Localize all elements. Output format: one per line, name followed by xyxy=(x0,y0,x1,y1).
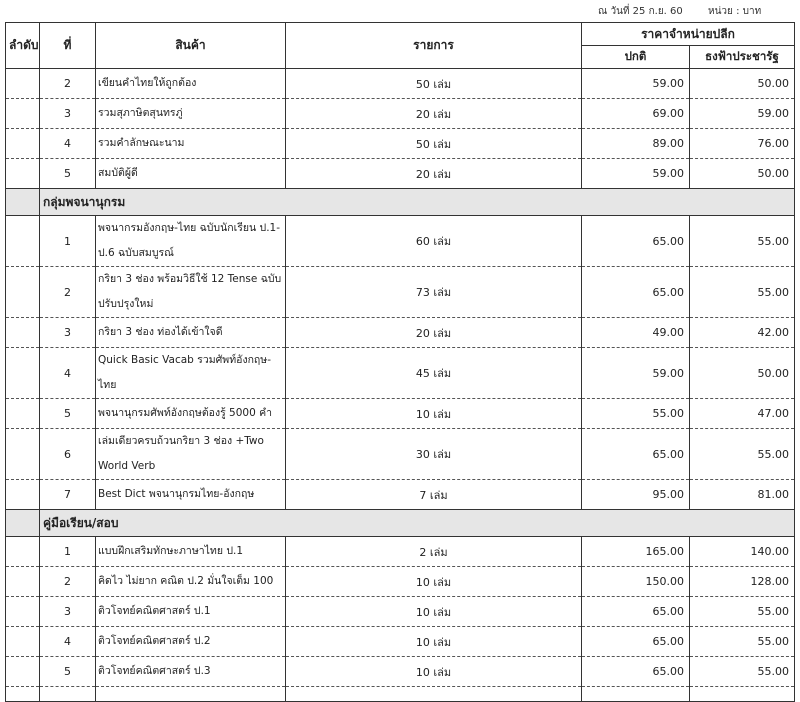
product-name: สมบัติผู้ดี xyxy=(96,159,286,189)
price-normal: 150.00 xyxy=(582,567,690,597)
price-normal: 65.00 xyxy=(582,627,690,657)
row-no: 4 xyxy=(40,348,96,399)
row-items: 10 เล่ม xyxy=(286,627,582,657)
col-thongfa-header: ธงฟ้าประชารัฐ xyxy=(690,46,795,69)
row-items: 50 เล่ม xyxy=(286,129,582,159)
table-row xyxy=(6,567,795,597)
order-cell xyxy=(6,537,40,567)
product-name: เขียนคำไทยให้ถูกต้อง xyxy=(96,69,286,99)
price-thongfa: 42.00 xyxy=(690,318,795,348)
row-items: 10 เล่ม xyxy=(286,399,582,429)
row-items: 73 เล่ม xyxy=(286,267,582,318)
report-date: ณ วันที่ 25 ก.ย. 60 xyxy=(598,6,683,17)
row-items: 10 เล่ม xyxy=(286,567,582,597)
row-no: 3 xyxy=(40,597,96,627)
table-row xyxy=(6,267,795,318)
price-normal: 65.00 xyxy=(582,216,690,267)
table-row xyxy=(6,69,795,99)
order-cell xyxy=(6,429,40,480)
col-product-header: สินค้า xyxy=(96,23,286,69)
product-name: รวมคำลักษณะนาม xyxy=(96,129,286,159)
product-name: แบบฝึกเสริมทักษะภาษาไทย ป.1 xyxy=(96,537,286,567)
row-items: 60 เล่ม xyxy=(286,216,582,267)
blank-cell xyxy=(582,687,690,702)
row-items: 10 เล่ม xyxy=(286,597,582,627)
product-name: พจนานุกรมศัพท์อังกฤษต้องรู้ 5000 คำ xyxy=(96,399,286,429)
price-thongfa: 55.00 xyxy=(690,429,795,480)
row-no: 4 xyxy=(40,129,96,159)
row-items: 10 เล่ม xyxy=(286,657,582,687)
price-normal: 59.00 xyxy=(582,69,690,99)
price-thongfa: 59.00 xyxy=(690,99,795,129)
col-no-header: ที่ xyxy=(40,23,96,69)
table-row xyxy=(6,627,795,657)
row-items: 50 เล่ม xyxy=(286,69,582,99)
price-normal: 59.00 xyxy=(582,159,690,189)
blank-cell xyxy=(690,687,795,702)
section-order-cell xyxy=(6,510,40,537)
row-items: 20 เล่ม xyxy=(286,159,582,189)
order-cell xyxy=(6,318,40,348)
table-row xyxy=(6,318,795,348)
table-row xyxy=(6,429,795,480)
blank-row xyxy=(6,687,795,702)
table-body xyxy=(6,69,795,702)
price-normal: 55.00 xyxy=(582,399,690,429)
product-name: รวมสุภาษิตสุนทรภู่ xyxy=(96,99,286,129)
price-thongfa: 50.00 xyxy=(690,348,795,399)
price-thongfa: 55.00 xyxy=(690,597,795,627)
order-cell xyxy=(6,159,40,189)
order-cell xyxy=(6,267,40,318)
row-no: 2 xyxy=(40,567,96,597)
price-thongfa: 81.00 xyxy=(690,480,795,510)
section-order-cell xyxy=(6,189,40,216)
price-thongfa: 55.00 xyxy=(690,216,795,267)
order-cell xyxy=(6,567,40,597)
product-name: เล่มเดียวครบถ้วนกริยา 3 ช่อง +Two World Verb xyxy=(96,429,286,480)
order-cell xyxy=(6,627,40,657)
section-title: กลุ่มพจนานุกรม xyxy=(40,189,795,216)
table-row xyxy=(6,348,795,399)
price-thongfa: 55.00 xyxy=(690,657,795,687)
row-items: 20 เล่ม xyxy=(286,318,582,348)
price-thongfa: 140.00 xyxy=(690,537,795,567)
row-items: 45 เล่ม xyxy=(286,348,582,399)
price-normal: 165.00 xyxy=(582,537,690,567)
price-normal: 89.00 xyxy=(582,129,690,159)
order-cell xyxy=(6,657,40,687)
table-row xyxy=(6,216,795,267)
section-title: คู่มือเรียน/สอบ xyxy=(40,510,795,537)
col-normal-header: ปกติ xyxy=(582,46,690,69)
row-no: 2 xyxy=(40,267,96,318)
price-thongfa: 76.00 xyxy=(690,129,795,159)
product-name: Quick Basic Vacab รวมศัพท์อังกฤษ-ไทย xyxy=(96,348,286,399)
blank-cell xyxy=(286,687,582,702)
price-thongfa: 128.00 xyxy=(690,567,795,597)
product-name: ติวโจทย์คณิตศาสตร์ ป.1 xyxy=(96,597,286,627)
price-thongfa: 47.00 xyxy=(690,399,795,429)
price-normal: 65.00 xyxy=(582,429,690,480)
order-cell xyxy=(6,129,40,159)
table-row xyxy=(6,159,795,189)
row-no: 1 xyxy=(40,216,96,267)
product-name: กริยา 3 ช่อง ท่องได้เข้าใจดี xyxy=(96,318,286,348)
row-no: 5 xyxy=(40,159,96,189)
price-thongfa: 55.00 xyxy=(690,627,795,657)
header-info xyxy=(0,0,800,22)
price-normal: 65.00 xyxy=(582,597,690,627)
table-row xyxy=(6,399,795,429)
section-header-row xyxy=(6,189,795,216)
table-row xyxy=(6,657,795,687)
row-items: 30 เล่ม xyxy=(286,429,582,480)
row-no: 1 xyxy=(40,537,96,567)
row-no: 2 xyxy=(40,69,96,99)
blank-cell xyxy=(40,687,96,702)
row-items: 7 เล่ม xyxy=(286,480,582,510)
price-normal: 59.00 xyxy=(582,348,690,399)
product-name: กริยา 3 ช่อง พร้อมวิธีใช้ 12 Tense ฉบับปรับปรุงใหม่ xyxy=(96,267,286,318)
price-normal: 65.00 xyxy=(582,267,690,318)
price-thongfa: 50.00 xyxy=(690,69,795,99)
order-cell xyxy=(6,216,40,267)
order-cell xyxy=(6,480,40,510)
row-no: 7 xyxy=(40,480,96,510)
col-retail-price-header: ราคาจำหน่ายปลีก xyxy=(582,23,795,46)
order-cell xyxy=(6,597,40,627)
table-row xyxy=(6,537,795,567)
order-cell xyxy=(6,348,40,399)
row-no: 3 xyxy=(40,99,96,129)
col-items-header: รายการ xyxy=(286,23,582,69)
row-no: 5 xyxy=(40,399,96,429)
price-normal: 65.00 xyxy=(582,657,690,687)
order-cell xyxy=(6,399,40,429)
product-name: คิดไว ไม่ยาก คณิต ป.2 มั่นใจเต็ม 100 xyxy=(96,567,286,597)
row-items: 20 เล่ม xyxy=(286,99,582,129)
blank-cell xyxy=(96,687,286,702)
product-name: Best Dict พจนานุกรมไทย-อังกฤษ xyxy=(96,480,286,510)
price-thongfa: 50.00 xyxy=(690,159,795,189)
product-name: ติวโจทย์คณิตศาสตร์ ป.2 xyxy=(96,627,286,657)
price-thongfa: 55.00 xyxy=(690,267,795,318)
price-normal: 49.00 xyxy=(582,318,690,348)
product-name: ติวโจทย์คณิตศาสตร์ ป.3 xyxy=(96,657,286,687)
row-no: 6 xyxy=(40,429,96,480)
section-header-row xyxy=(6,510,795,537)
row-items: 2 เล่ม xyxy=(286,537,582,567)
row-no: 3 xyxy=(40,318,96,348)
product-name: พจนากรมอังกฤษ-ไทย ฉบับนักเรียน ป.1-ป.6 ฉบับสมบูรณ์ xyxy=(96,216,286,267)
row-no: 5 xyxy=(40,657,96,687)
order-cell xyxy=(6,99,40,129)
table-row xyxy=(6,480,795,510)
price-normal: 95.00 xyxy=(582,480,690,510)
row-no: 4 xyxy=(40,627,96,657)
col-order-header: ลำดับ xyxy=(6,23,40,69)
table-row xyxy=(6,129,795,159)
blank-cell xyxy=(6,687,40,702)
currency-unit: หน่วย : บาท xyxy=(708,6,762,17)
order-cell xyxy=(6,69,40,99)
table-row xyxy=(6,597,795,627)
table-row xyxy=(6,99,795,129)
price-normal: 69.00 xyxy=(582,99,690,129)
price-table xyxy=(5,22,795,702)
